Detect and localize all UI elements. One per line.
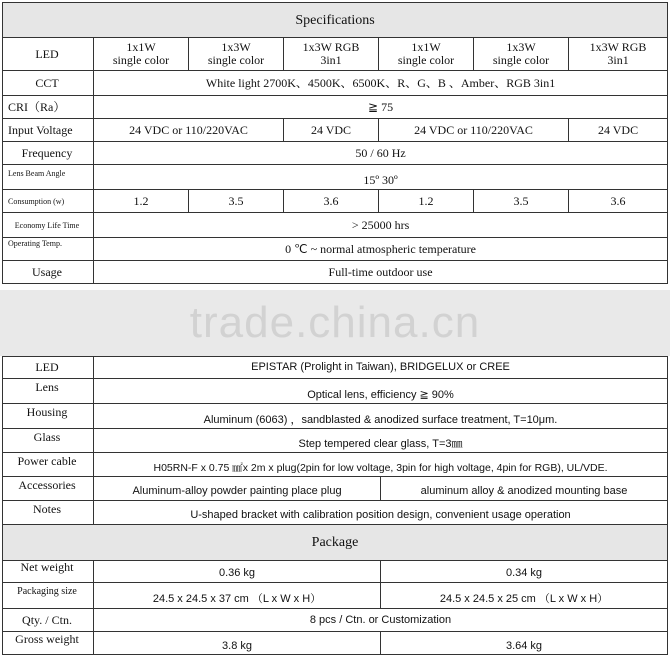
cri-value: ≧ 75 (94, 96, 668, 119)
packaging-size-value-1: 24.5 x 24.5 x 37 cm （L x W x H） (94, 583, 381, 609)
net-weight-value-1: 0.36 kg (94, 561, 381, 583)
cct-label: CCT (3, 71, 94, 96)
consumption-value-1: 1.2 (94, 190, 189, 213)
housing-value: Aluminum (6063) ，sandblasted & anodized surface treatment, T=10μm. (94, 404, 668, 429)
led-option-4: 1x1W single color (379, 38, 474, 71)
notes-value: U-shaped bracket with calibration position design, convenient usage operation (94, 501, 668, 525)
consumption-label: Consumption (w) (3, 190, 94, 213)
lens-value: Optical lens, efficiency ≧ 90% (94, 379, 668, 404)
life-time-value: > 25000 hrs (94, 213, 668, 238)
gross-weight-value-1: 3.8 kg (94, 632, 381, 655)
gross-weight-value-2: 3.64 kg (381, 632, 668, 655)
net-weight-label: Net weight (3, 561, 94, 583)
power-cable-label: Power cable (3, 453, 94, 477)
operating-temp-label: Operating Temp. (3, 238, 94, 261)
power-cable-value: H05RN-F x 0.75 ㎟x 2m x plug(2pin for low voltage, 3pin for high voltage, 4pin for RGB), UL/VDE. (94, 453, 668, 477)
consumption-value-2: 3.5 (189, 190, 284, 213)
frequency-label: Frequency (3, 142, 94, 165)
accessories-value-1: Aluminum-alloy powder painting place plug (94, 477, 381, 501)
cri-label: CRI（Ra） (3, 96, 94, 119)
watermark-text: trade.china.cn (189, 298, 481, 347)
consumption-value-6: 3.6 (569, 190, 668, 213)
frequency-value: 50 / 60 Hz (94, 142, 668, 165)
glass-label: Glass (3, 429, 94, 453)
led-option-5: 1x3W single color (474, 38, 569, 71)
notes-label: Notes (3, 501, 94, 525)
packaging-size-label: Packaging size (3, 583, 94, 609)
qty-label: Qty. / Ctn. (3, 609, 94, 632)
accessories-value-2: aluminum alloy & anodized mounting base (381, 477, 668, 501)
led-option-3: 1x3W RGB 3in1 (284, 38, 379, 71)
gross-weight-label: Gross weight (3, 632, 94, 655)
beam-angle-label: Lens Beam Angle (3, 165, 94, 190)
input-voltage-value-1: 24 VDC or 110/220VAC (94, 119, 284, 142)
input-voltage-value-2: 24 VDC (284, 119, 379, 142)
lens-label: Lens (3, 379, 94, 404)
accessories-label: Accessories (3, 477, 94, 501)
operating-temp-value: 0 ℃ ~ normal atmospheric temperature (94, 238, 668, 261)
led-label: LED (3, 38, 94, 71)
specifications-table (2, 2, 667, 284)
usage-label: Usage (3, 261, 94, 284)
input-voltage-value-4: 24 VDC (569, 119, 668, 142)
usage-value: Full-time outdoor use (94, 261, 668, 284)
consumption-value-4: 1.2 (379, 190, 474, 213)
material-led-value: EPISTAR (Prolight in Taiwan), BRIDGELUX or CREE (94, 357, 668, 379)
consumption-value-5: 3.5 (474, 190, 569, 213)
life-time-label: Economy Life Time (3, 213, 94, 238)
cct-value: White light 2700K、4500K、6500K、R、G、B 、Amber、RGB 3in1 (94, 71, 668, 96)
beam-angle-value: 15º 30º (94, 165, 668, 190)
led-option-6: 1x3W RGB 3in1 (569, 38, 668, 71)
package-title: Package (3, 525, 668, 561)
net-weight-value-2: 0.34 kg (381, 561, 668, 583)
materials-table (2, 356, 667, 525)
led-option-1: 1x1W single color (94, 38, 189, 71)
glass-value: Step tempered clear glass, T=3㎜ (94, 429, 668, 453)
consumption-value-3: 3.6 (284, 190, 379, 213)
led-option-2: 1x3W single color (189, 38, 284, 71)
packaging-size-value-2: 24.5 x 24.5 x 25 cm （L x W x H） (381, 583, 668, 609)
material-led-label: LED (3, 357, 94, 379)
package-table (2, 524, 667, 655)
housing-label: Housing (3, 404, 94, 429)
input-voltage-label: Input Voltage (3, 119, 94, 142)
qty-value: 8 pcs / Ctn. or Customization (94, 609, 668, 632)
specifications-title: Specifications (3, 3, 668, 38)
input-voltage-value-3: 24 VDC or 110/220VAC (379, 119, 569, 142)
